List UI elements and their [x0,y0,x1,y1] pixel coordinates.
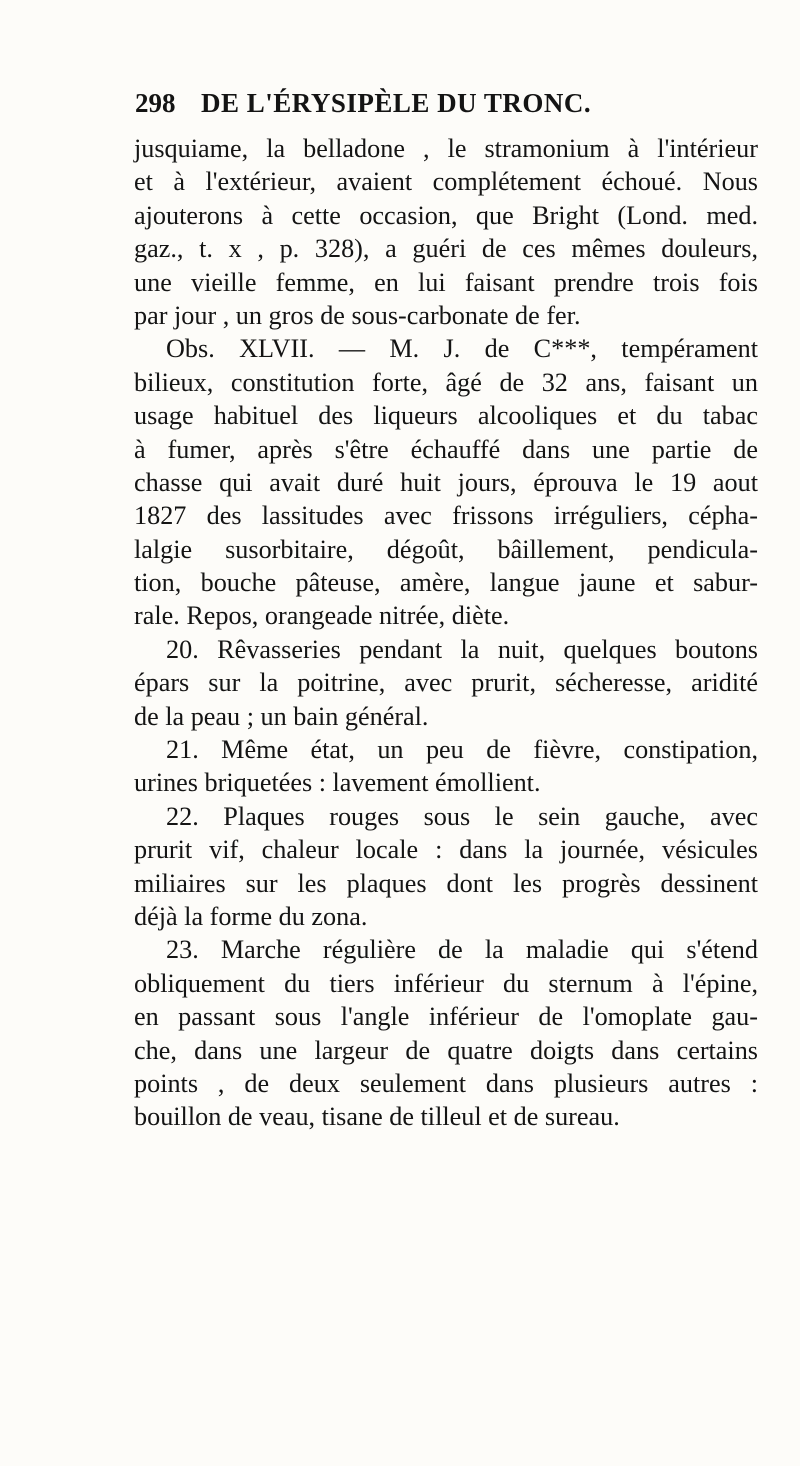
text-line: ajouterons à cette occasion, que Bright (Lond. med. [134,200,758,230]
text-line: Obs. XLVII. — M. J. de C***, tempérament [166,334,758,364]
text-line: usage habituel des liqueurs alcooliques et du tabac [134,401,758,431]
text-line: 20. Rêvasseries pendant la nuit, quelques boutons [166,634,758,664]
text-line: bouillon de veau, tisane de tilleul et de sureau. [134,1102,620,1132]
text-line: jusquiame, la belladone , le stramonium à l'intérieur [134,134,758,163]
running-header [135,88,755,128]
text-line: lalgie susorbitaire, dégoût, bâillement, pendicula- [134,534,758,564]
text-line: rale. Repos, orangeade nitrée, diète. [134,601,510,631]
text-line: 22. Plaques rouges sous le sein gauche, avec [166,801,758,831]
text-line: points , de deux seulement dans plusieurs autres : [134,1068,758,1098]
text-line: obliquement du tiers inférieur du sternum à l'épine, [134,968,758,998]
text-line: urines briquetées : lavement émollient. [134,768,541,798]
text-line: à fumer, après s'être échauffé dans une partie de [134,434,758,464]
text-line: une vieille femme, en lui faisant prendre trois fois [134,267,758,297]
text-line: miliaires sur les plaques dont les progrès dessinent [134,868,758,898]
text-line: che, dans une largeur de quatre doigts dans certains [134,1035,758,1065]
text-line: déjà la forme du zona. [134,901,368,931]
text-line: gaz., t. x , p. 328), a guéri de ces mêmes douleurs, [134,234,758,264]
text-line: prurit vif, chaleur locale : dans la journée, vésicules [134,835,758,865]
text-line: tion, bouche pâteuse, amère, langue jaune et sabur- [134,568,758,598]
text-line: bilieux, constitution forte, âgé de 32 ans, faisant un [134,367,758,397]
text-line: par jour , un gros de sous-carbonate de fer. [134,300,581,330]
body-text [134,132,758,1134]
text-line: 1827 des lassitudes avec frissons irréguliers, cépha- [134,501,758,531]
text-line: en passant sous l'angle inférieur de l'omoplate gau- [134,1002,758,1032]
running-title: DE L'ÉRYSIPÈLE DU TRONC. [201,88,592,118]
text-line: de la peau ; un bain général. [134,701,429,731]
text-line: et à l'extérieur, avaient complétement échoué. Nous [134,167,758,197]
text-line: 21. Même état, un peu de fièvre, constipation, [166,735,758,765]
page-number: 298 [135,88,176,118]
text-line: 23. Marche régulière de la maladie qui s'étend [166,935,758,965]
text-line: épars sur la poitrine, avec prurit, sécheresse, aridité [134,668,758,698]
text-line: chasse qui avait duré huit jours, éprouva le 19 aout [134,467,758,497]
